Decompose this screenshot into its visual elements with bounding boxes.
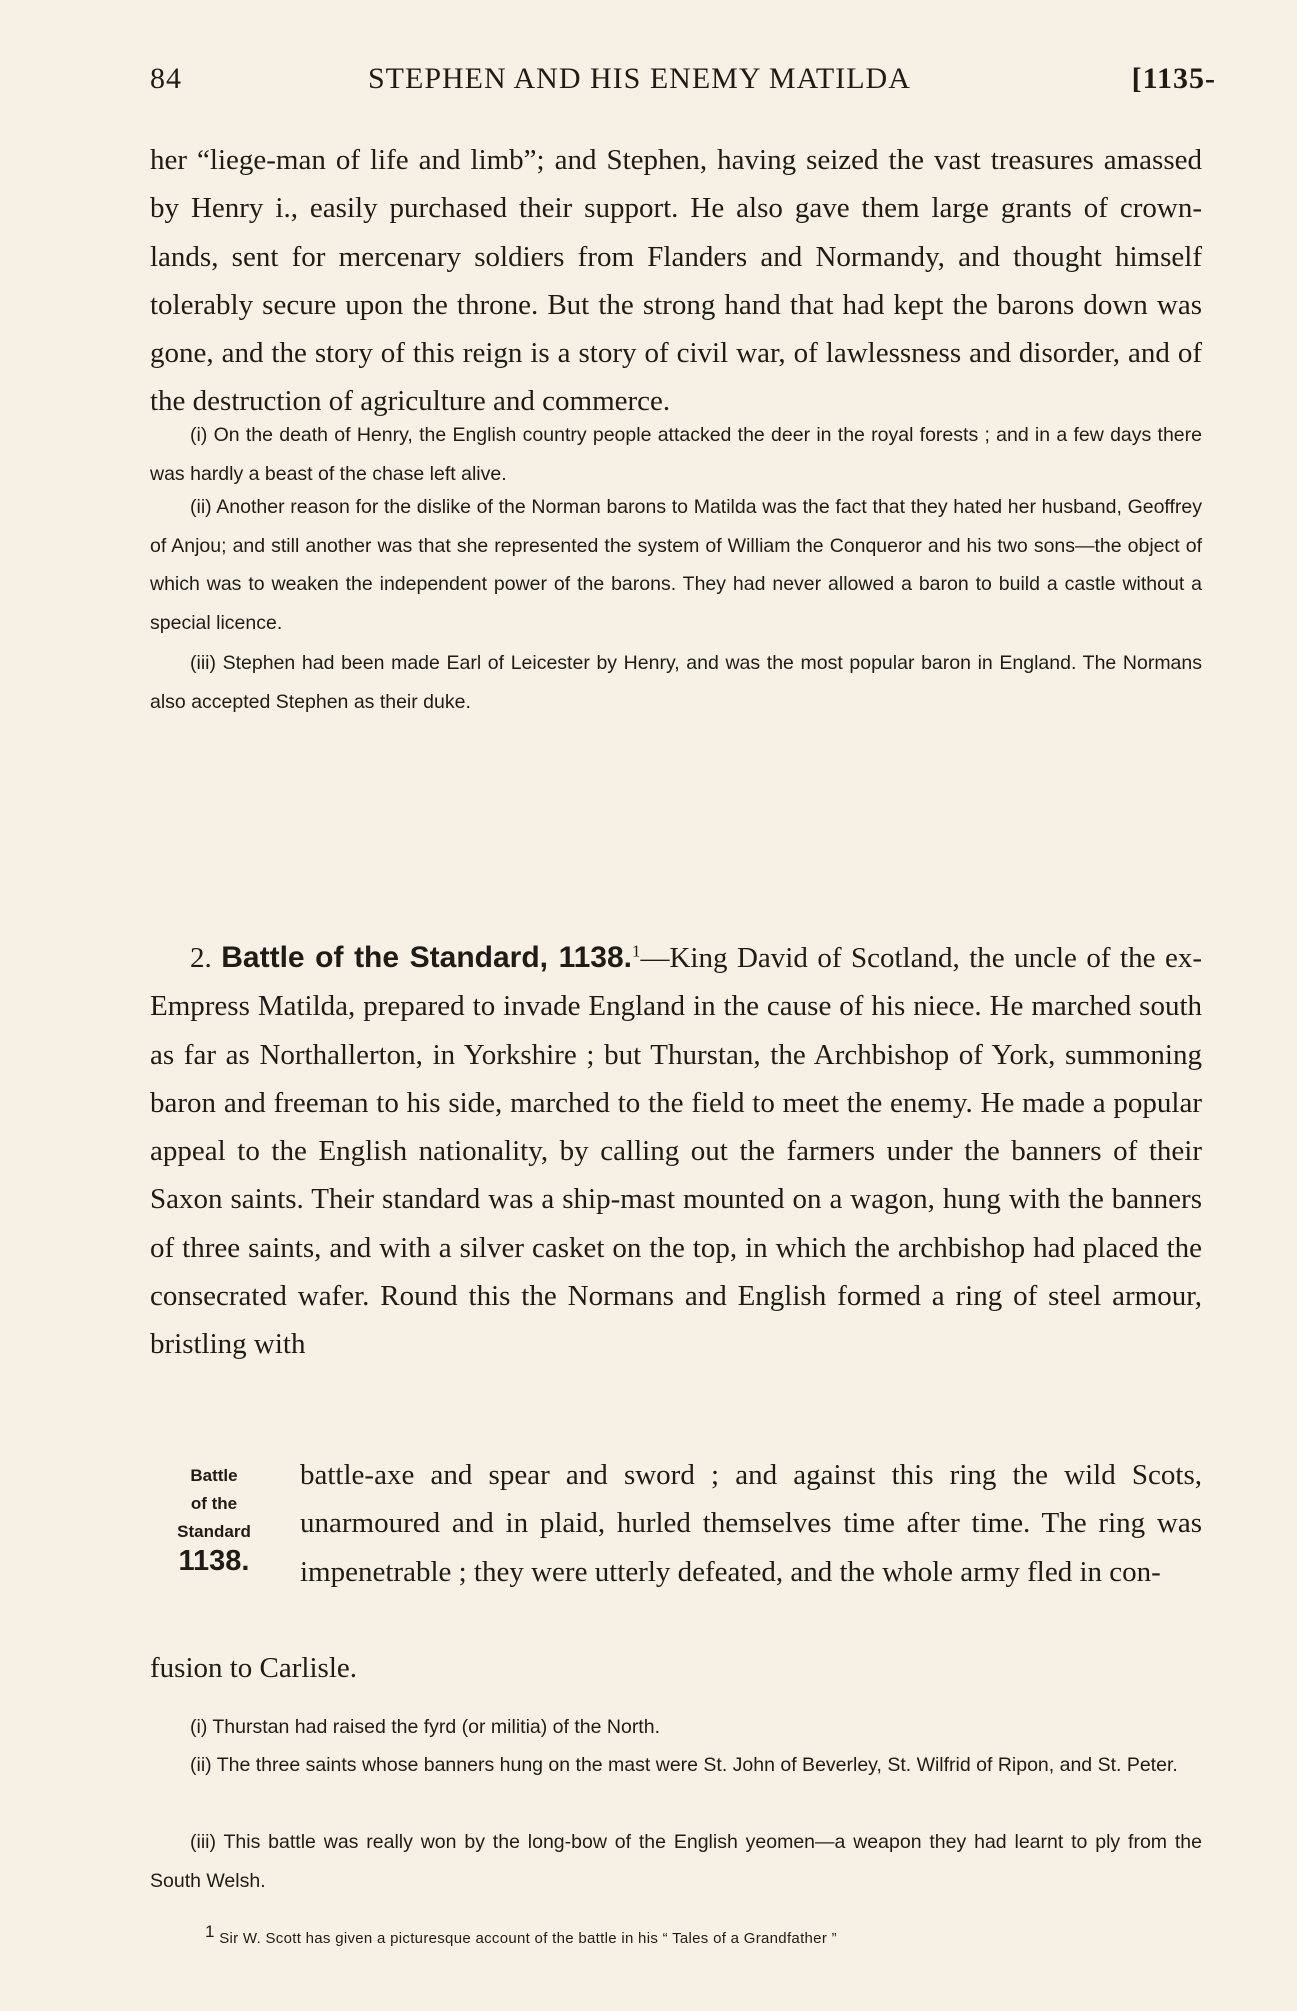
margin-note-line2: of the (190, 1494, 238, 1513)
section-text-narrow: battle-axe and spear and sword ; and against this ring the wild Scots, unarmoured and in plaid, hurled themselves time after time. The ring was impenetrable ; they were utterly defeated, and the whole army fled in con- (300, 1459, 1202, 1588)
section-battle-paragraph (150, 934, 1202, 1369)
note-1-ii: (ii) Another reason for the dislike of the Norman barons to Matilda was the fact that they hated her husband, Geoffrey of Anjou; and still another was that she represented the system of William the Conqueror and his two sons—the object of which was to weaken the independent power of the barons. They had never allowed a baron to build a castle without a special licence. (150, 496, 1202, 634)
section-text-wide: —King David of Scotland, the uncle of the ex-Empress Matilda, prepared to invade England in the cause of his niece. He marched south as far as Northallerton, in Yorkshire ; but Thurstan, the Archbishop of York, summoning baron and freeman to his side, marched to the field to meet the enemy. He made a popular appeal to the English nationality, by calling out the farmers under the banners of their Saxon saints. Their standard was a ship-mast mounted on a wagon, hung with the banners of three saints, and with a silver casket on the top, in which the archbishop had placed the consecrated wafer. Round this the Normans and English formed a ring of steel armour, bristling with (150, 942, 1203, 1361)
section-heading: Battle of the Standard, 1138. (221, 941, 632, 974)
page-footnote-marker: 1 (205, 1922, 215, 1941)
year-range: [1135- (1131, 62, 1216, 95)
margin-note-line3: Standard (177, 1522, 251, 1541)
section-number: 2. (190, 942, 212, 974)
page-footnote (205, 1922, 1205, 1947)
margin-note-line1: Battle (190, 1466, 238, 1485)
section-text-tail: fusion to Carlisle. (150, 1652, 358, 1684)
running-title: STEPHEN AND HIS ENEMY MATILDA (368, 62, 911, 95)
margin-note-year: 1138. (178, 1545, 250, 1577)
note-2-i: (i) Thurstan had raised the fyrd (or militia) of the North. (190, 1716, 660, 1738)
page-number: 84 (150, 62, 182, 95)
intro-paragraph: her “liege-man of life and limb”; and Stephen, having seized the vast treasures amassed by Henry i., easily purchased their support. He also gave them large grants of crown-lands, sent for mercenary soldiers from Flanders and Normandy, and thought himself tolerably secure upon the throne. But the strong hand that had kept the barons down was gone, and the story of this reign is a story of civil war, of lawlessness and disorder, and of the destruction of agriculture and commerce. (150, 144, 1202, 418)
note-1-iii: (iii) Stephen had been made Earl of Leicester by Henry, and was the most popular baron in England. The Normans also accepted Stephen as their duke. (150, 652, 1202, 713)
page-header (150, 52, 1216, 102)
note-2-iii: (iii) This battle was really won by the long-bow of the English yeomen—a weapon they had learnt to ply from the South Welsh. (150, 1831, 1202, 1892)
margin-note (150, 1462, 278, 1576)
note-2-ii: (ii) The three saints whose banners hung on the mast were St. John of Beverley, St. Wilfrid of Ripon, and St. Peter. (190, 1754, 1178, 1776)
page-footnote-text: Sir W. Scott has given a picturesque account of the battle in his “ Tales of a Grandfather ” (219, 1930, 837, 1947)
note-1-i: (i) On the death of Henry, the English country people attacked the deer in the royal forests ; and in a few days there was hardly a beast of the chase left alive. (150, 424, 1202, 485)
footnote-marker: 1 (631, 941, 641, 961)
